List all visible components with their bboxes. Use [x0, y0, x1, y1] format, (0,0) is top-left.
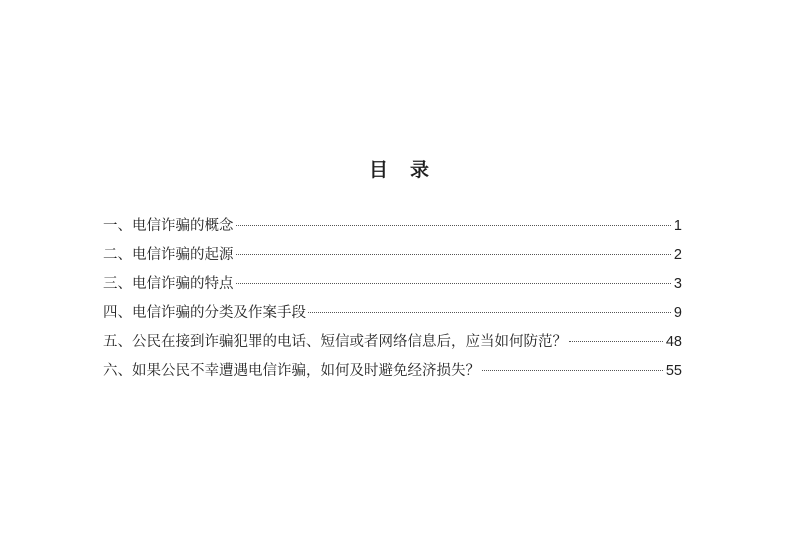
toc-entry-text: 二、电信诈骗的起源 [103, 247, 234, 263]
dot-leader [308, 312, 671, 313]
toc-entry-page-number: 2 [673, 247, 682, 263]
toc-entry-page-number: 55 [665, 363, 682, 379]
toc-entry-page-number: 9 [673, 305, 682, 321]
toc-entry-5[interactable] [103, 328, 682, 357]
toc-entry-text: 三、电信诈骗的特点 [103, 276, 234, 292]
title-char-2: 录 [410, 159, 432, 181]
table-of-contents [103, 212, 682, 386]
toc-entry-4[interactable] [103, 299, 682, 328]
dot-leader [236, 225, 671, 226]
toc-entry-text: 四、电信诈骗的分类及作案手段 [103, 305, 306, 321]
toc-entry-page-number: 1 [673, 218, 682, 234]
toc-entry-text: 一、电信诈骗的概念 [103, 218, 234, 234]
toc-entry-text: 六、如果公民不幸遭遇电信诈骗，如何及时避免经济损失？ [103, 363, 480, 379]
dot-leader [569, 341, 663, 342]
toc-entry-text: 五、公民在接到诈骗犯罪的电话、短信或者网络信息后，应当如何防范？ [103, 334, 567, 350]
toc-entry-6[interactable] [103, 357, 682, 386]
toc-entry-2[interactable] [103, 241, 682, 270]
title-char-1: 目 [368, 159, 390, 181]
dot-leader [236, 283, 671, 284]
toc-entry-1[interactable] [103, 212, 682, 241]
toc-entry-page-number: 48 [665, 334, 682, 350]
toc-entry-3[interactable] [103, 270, 682, 299]
dot-leader [482, 370, 663, 371]
dot-leader [236, 254, 671, 255]
page-title [0, 155, 800, 182]
toc-entry-page-number: 3 [673, 276, 682, 292]
